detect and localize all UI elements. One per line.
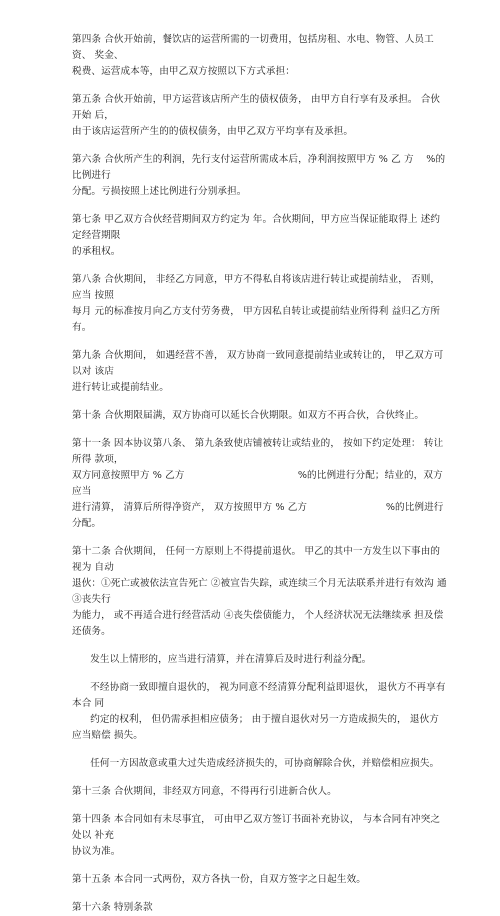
paragraph-article-16	[72, 900, 448, 916]
paragraph-line: 第五条 合伙开始前，甲方运营该店所产生的债权债务， 由甲方自行享有及承担。 合伙开始 后，	[72, 94, 441, 121]
paragraph-article-9	[72, 348, 448, 396]
paragraph-line: 约定的权利， 但仍需承担相应债务； 由于擅自退伙对另一方造成损失的， 退伙方应当赔偿 损失。	[72, 714, 439, 741]
paragraph-line: 第十六条 特别条款	[72, 902, 153, 913]
paragraph-line: 第十二条 合伙期间， 任何一方原则上不得提前退伙。 甲乙的其中一方发生以下事由的视为 自动	[72, 546, 441, 573]
paragraph-line: 发生以上情形的，应当进行清算，并在清算后及时进行利益分配。	[90, 654, 372, 665]
paragraph-article-13	[72, 784, 448, 800]
paragraph-line: 双方同意按照甲方 % 乙方 %的比例进行分配；结业的，双方应当	[72, 470, 443, 497]
paragraph-line: 第八条 合伙期间， 非经乙方同意，甲方不得私自将该店进行转让或提前结业， 否则，应当 按照	[72, 274, 441, 301]
paragraph-line: 协议为准。	[72, 846, 121, 857]
paragraph-clause-unilateral-withdrawal	[72, 680, 448, 744]
paragraph-line: 进行转让或提前结业。	[72, 382, 169, 393]
paragraph-line: 任何一方因故意或重大过失造成经济损失的，可协商解除合伙，并赔偿相应损失。	[90, 758, 440, 769]
paragraph-article-5	[72, 92, 448, 140]
paragraph-article-12	[72, 544, 448, 640]
contract-body	[72, 32, 448, 916]
paragraph-article-10	[72, 408, 448, 424]
paragraph-article-6	[72, 152, 448, 200]
paragraph-clause-withdrawal-settlement	[72, 652, 448, 668]
paragraph-article-8	[72, 272, 448, 336]
paragraph-article-4	[72, 32, 448, 80]
paragraph-article-14	[72, 812, 448, 860]
paragraph-line: 税费、运营成本等，由甲乙双方按照以下方式承担：	[72, 66, 295, 77]
paragraph-line: 为能力， 或不再适合进行经营活动 ④丧失偿债能力， 个人经济状况无法继续承 担及偿还债务。	[72, 610, 444, 637]
paragraph-line: 分配。亏损按照上述比例进行分别承担。	[72, 186, 247, 197]
paragraph-line: 第九条 合伙期间， 如遇经营不善， 双方协商一致同意提前结业或转让的， 甲乙双方可以对 该店	[72, 350, 444, 377]
paragraph-line: 第四条 合伙开始前，餐饮店的运营所需的一切费用，包括房租、水电、物管、人员工资、 奖金、	[72, 34, 434, 61]
paragraph-line: 每月 元的标准按月向乙方支付劳务费， 甲方因私自转让或提前结业所得利 益归乙方所有。	[72, 306, 441, 333]
paragraph-line: 第十三条 合伙期间，非经双方同意，不得再行引进新合伙人。	[72, 786, 337, 797]
paragraph-line: 第十条 合伙期限届满，双方协商可以延长合伙期限。如双方不再合伙，合伙终止。	[72, 410, 425, 421]
paragraph-article-15	[72, 872, 448, 888]
paragraph-clause-breach-termination	[72, 756, 448, 772]
paragraph-line: 由于该店运营所产生的的债权债务，由甲乙双方平均享有及承担。	[72, 126, 354, 137]
paragraph-line: 第十一条 因本协议第八条、 第九条致使店铺被转让或结业的， 按如下约定处理： 转让所得 款项，	[72, 438, 444, 465]
paragraph-line: 进行清算， 清算后所得净资产， 双方按照甲方 % 乙方 %的比例进行分配。	[72, 502, 444, 529]
paragraph-line: 退伙：①死亡或被依法宣告死亡 ②被宣告失踪，或连续三个月无法联系并进行有效沟 通 ③丧失行	[72, 578, 450, 605]
paragraph-line: 的承租权。	[72, 246, 121, 257]
paragraph-line: 第十五条 本合同一式两份，双方各执一份，自双方签字之日起生效。	[72, 874, 366, 885]
paragraph-line: 不经协商一致即擅自退伙的， 视为同意不经清算分配利益即退伙， 退伙方不再享有本合 同	[72, 682, 446, 709]
paragraph-article-11	[72, 436, 448, 532]
paragraph-line: 第七条 甲乙双方合伙经营期间双方约定为 年。合伙期间，甲方应当保证能取得上 述约定经营期限	[72, 214, 441, 241]
paragraph-line: 第六条 合伙所产生的利润，先行支付运营所需成本后，净利润按照甲方 % 乙 方 %的比例进行	[72, 154, 446, 181]
paragraph-article-7	[72, 212, 448, 260]
paragraph-line: 第十四条 本合同如有未尽事宜， 可由甲乙双方签订书面补充协议， 与本合同有冲突之处以 补充	[72, 814, 441, 841]
